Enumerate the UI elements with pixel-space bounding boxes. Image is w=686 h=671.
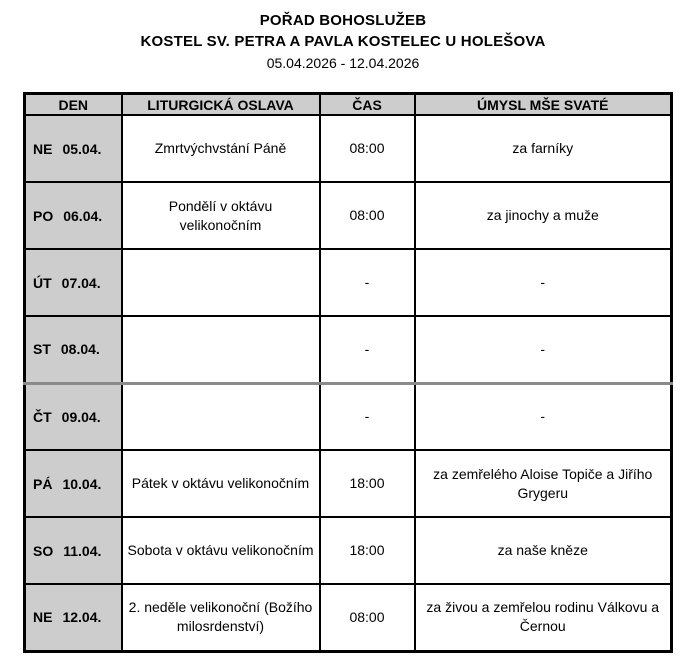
col-header-liturgicka-oslava: LITURGICKÁ OSLAVA [122, 94, 320, 116]
celebration-cell [122, 249, 320, 316]
time-cell: 18:00 [320, 517, 415, 584]
page-header [0, 10, 686, 74]
date-range: 05.04.2026 - 12.04.2026 [266, 55, 420, 71]
day-date: 12.04. [62, 609, 102, 626]
intention-cell: - [415, 383, 672, 450]
day-date: 08.04. [60, 341, 100, 358]
celebration-cell: Pátek v oktávu velikonočním [122, 450, 320, 517]
time-cell: - [320, 316, 415, 383]
time-cell: 18:00 [320, 450, 415, 517]
day-cell [25, 450, 122, 517]
intention-cell: za naše kněze [415, 517, 672, 584]
day-abbreviation: ST [33, 341, 51, 358]
day-cell [25, 316, 122, 383]
time-cell: - [320, 383, 415, 450]
celebration-cell: Zmrtvýchvstání Páně [122, 115, 320, 182]
intention-cell: za jinochy a muže [415, 182, 672, 249]
table-body [25, 115, 672, 651]
day-date: 07.04. [61, 274, 101, 291]
celebration-cell [122, 383, 320, 450]
day-cell [25, 182, 122, 249]
day-cell [25, 115, 122, 182]
day-abbreviation: ÚT [33, 274, 52, 291]
page-title: POŘAD BOHOSLUŽEB [259, 12, 427, 29]
day-abbreviation: NE [33, 609, 53, 626]
table-row [25, 316, 672, 383]
table-row [25, 182, 672, 249]
day-cell [25, 383, 122, 450]
intention-cell: - [415, 316, 672, 383]
intention-cell: za živou a zemřelou rodinu Válkovu a Černou [415, 584, 672, 651]
day-date: 10.04. [62, 475, 102, 492]
col-header-cas: ČAS [320, 94, 415, 116]
table-row [25, 249, 672, 316]
time-cell: 08:00 [320, 182, 415, 249]
table-row [25, 450, 672, 517]
day-date: 09.04. [61, 408, 101, 425]
table-header [25, 94, 672, 116]
day-abbreviation: NE [33, 140, 53, 157]
time-cell: 08:00 [320, 115, 415, 182]
day-cell [25, 584, 122, 651]
intention-cell: za farníky [415, 115, 672, 182]
church-title: KOSTEL SV. PETRA A PAVLA KOSTELEC U HOLEŠOVA [140, 33, 546, 50]
time-cell: 08:00 [320, 584, 415, 651]
table-row [25, 584, 672, 651]
day-date: 11.04. [63, 542, 102, 559]
day-abbreviation: SO [33, 542, 54, 559]
table-row [25, 517, 672, 584]
day-date: 05.04. [62, 140, 102, 157]
day-cell [25, 249, 122, 316]
schedule-table [23, 92, 673, 653]
celebration-cell [122, 316, 320, 383]
day-abbreviation: PÁ [33, 475, 53, 492]
celebration-cell: Sobota v oktávu velikonočním [122, 517, 320, 584]
day-abbreviation: ČT [33, 408, 52, 425]
col-header-den: DEN [25, 94, 122, 116]
celebration-cell: 2. neděle velikonoční (Božího milosrdenství) [122, 584, 320, 651]
day-date: 06.04. [63, 207, 103, 224]
col-header-umysl-mse-svate: ÚMYSL MŠE SVATÉ [415, 94, 672, 116]
table-row [25, 115, 672, 182]
day-cell [25, 517, 122, 584]
table-row [25, 383, 672, 450]
intention-cell: - [415, 249, 672, 316]
intention-cell: za zemřelého Aloise Topiče a Jiřího Grygeru [415, 450, 672, 517]
celebration-cell: Pondělí v oktávu velikonočním [122, 182, 320, 249]
header-row [25, 94, 672, 116]
day-abbreviation: PO [33, 207, 54, 224]
time-cell: - [320, 249, 415, 316]
